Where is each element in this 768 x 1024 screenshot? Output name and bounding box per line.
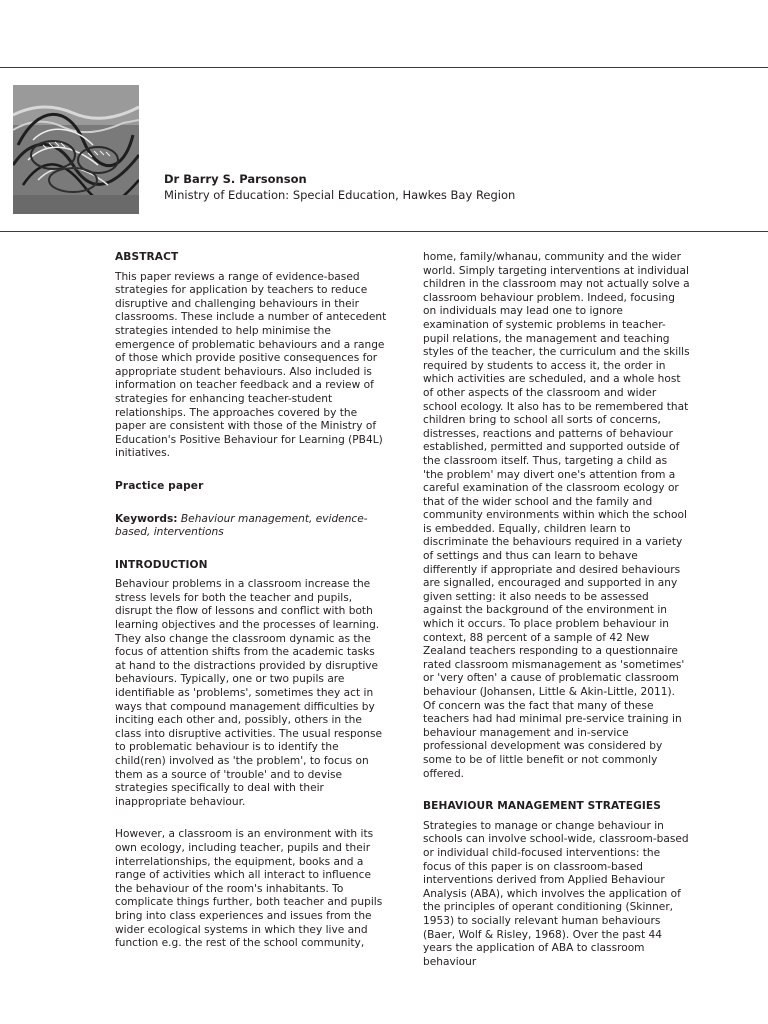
decorative-artwork bbox=[13, 85, 139, 214]
behaviour-management-paragraph: Strategies to manage or change behaviour in schools can involve school-wide, classroom-based or individual child-focused interventions: the focus of this paper is on classroom-based interventions derived from Applied Behaviour Analysis (ABA), which involves the application of the principles of operant conditioning (Skinner, 1953) to socially relevant human behaviours (Baer, Wolf & Risley, 1968). Over the past 44 years the application of ABA to classroom behaviour bbox=[423, 819, 689, 968]
keywords-label: Keywords: bbox=[115, 512, 178, 525]
abstract-art-image bbox=[13, 85, 139, 214]
behaviour-management-heading: BEHAVIOUR MANAGEMENT STRATEGIES bbox=[423, 800, 662, 813]
author-block bbox=[164, 172, 515, 203]
right-column bbox=[423, 251, 690, 969]
top-rule bbox=[0, 67, 768, 68]
section-rule bbox=[0, 231, 768, 232]
introduction-paragraph-2: However, a classroom is an environment with its own ecology, including teacher, pupils and their interrelationships, the equipment, books and a range of activities which all interact to influence the behaviour of the room's inhabitants. To complicate things further, both teacher and pupils bring into class experiences and issues from the wider ecological systems in which they live and function e.g. the rest of the school community, bbox=[115, 828, 383, 950]
left-column bbox=[115, 251, 387, 951]
introduction-heading: INTRODUCTION bbox=[115, 558, 208, 571]
introduction-paragraph-1: Behaviour problems in a classroom increase the stress levels for both the teacher and pupils, disrupt the flow of lessons and conflict with both learning objectives and the processes of learning. They also change the classroom dynamic as the focus of attention shifts from the academic tasks at hand to the distractions provided by disruptive behaviours. Typically, one or two pupils are identifiable as 'problems', sometimes they act in ways that compound management difficulties by inciting each other and, possibly, others in the class into disruptive activities. The usual response to problematic behaviour is to identify the child(ren) involved as 'the problem', to focus on them as a source of 'trouble' and to devise strategies specifically to deal with their inappropriate behaviour. bbox=[115, 578, 382, 808]
continued-paragraph: home, family/whanau, community and the wider world. Simply targeting interventions at individual children in the classroom may not actually solve a classroom behaviour problem. Indeed, focusing on individuals may lead one to ignore examination of systemic problems in teacher-pupil relations, the management and teaching styles of the teacher, the curriculum and the skills required by students to access it, the order in which activities are scheduled, and a whole host of other aspects of the classroom and wider school ecology. It also has to be remembered that children bring to school all sorts of concerns, distresses, reactions and patterns of behaviour established, permitted and supported outside of the classroom itself. Thus, targeting a child as 'the problem' may divert one's attention from a careful examination of the classroom ecology or that of the wider school and the family and community environments within which the school is embedded. Equally, children learn to discriminate the behaviours required in a variety of settings and thus can learn to behave differently if appropriate and desired behaviours are signalled, encouraged and supported in any given setting: it also needs to be assessed against the background of the environment in which it occurs. To place problem behaviour in context, 88 percent of a sample of 42 New Zealand teachers responding to a questionnaire rated classroom mismanagement as 'sometimes' or 'very often' a cause of problematic classroom behaviour (Johansen, Little & Akin-Little, 2011). Of concern was the fact that many of these teachers had had minimal pre-service training in behaviour management and in-service professional development was considered by some to be of little benefit or not commonly offered. bbox=[423, 251, 690, 780]
author-affiliation: Ministry of Education: Special Education, Hawkes Bay Region bbox=[164, 188, 516, 202]
paper-type: Practice paper bbox=[115, 479, 204, 492]
keywords-text: Behaviour management, evidence-based, interventions bbox=[115, 512, 368, 539]
abstract-text: This paper reviews a range of evidence-based strategies for application by teachers to reduce disruptive and challenging behaviours in their classrooms. These include a number of antecedent strategies intended to help minimise the emergence of problematic behaviours and a range of those which provide positive consequences for appropriate student behaviours. Also included is information on teacher feedback and a review of strategies for enhancing teacher-student relationships. The approaches covered by the paper are consistent with those of the Ministry of Education's Positive Behaviour for Learning (PB4L) initiatives. bbox=[115, 270, 387, 460]
abstract-heading: ABSTRACT bbox=[115, 251, 179, 263]
author-name: Dr Barry S. Parsonson bbox=[164, 172, 307, 186]
keywords bbox=[115, 513, 387, 540]
